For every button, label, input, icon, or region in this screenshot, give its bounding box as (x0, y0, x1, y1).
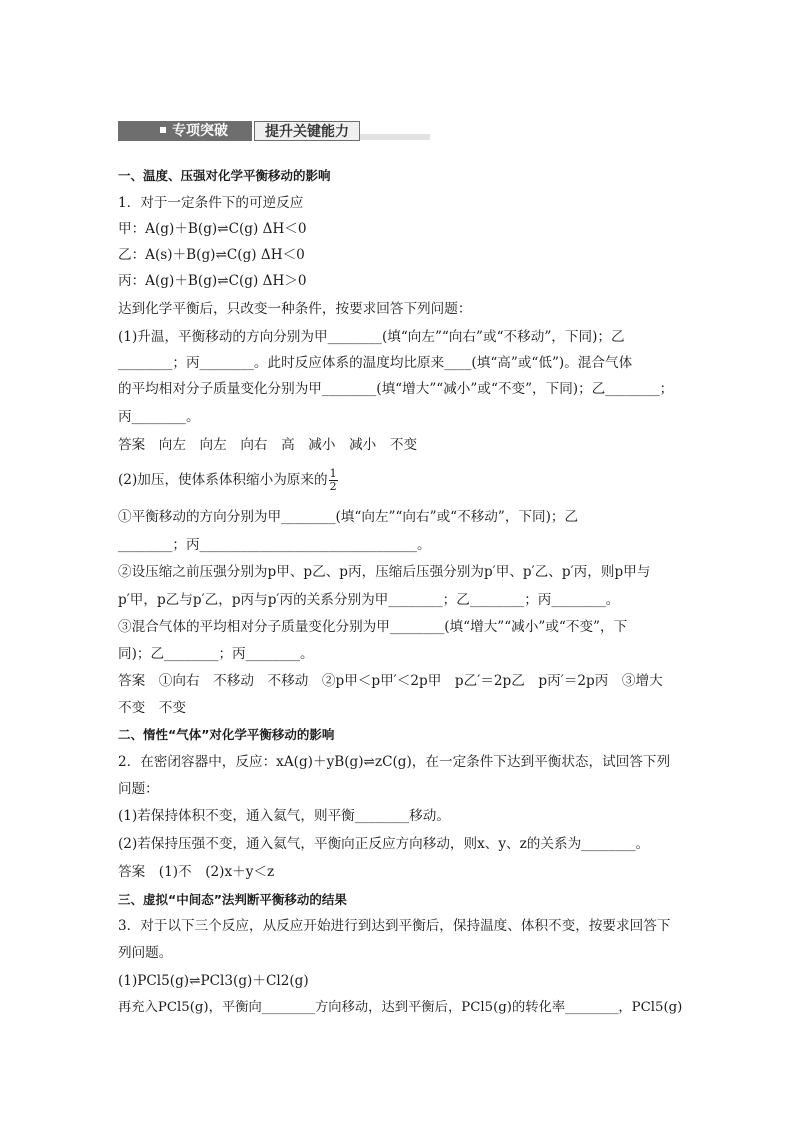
section-heading-3: 三、虚拟“中间态”法判断平衡移动的结果 (118, 892, 347, 907)
section-heading-2: 二、惰性“气体”对化学平衡移动的影响 (118, 727, 335, 742)
text-line: (1)PCl5(g)⇌PCl3(g)＋Cl2(g) (118, 973, 309, 989)
fraction-numerator: 1 (329, 467, 337, 480)
text-line: ________；丙________________________________。 (118, 537, 431, 553)
text-line: ①平衡移动的方向分别为甲________(填“向左”“向右”或“不移动”，下同)；乙 (118, 509, 579, 525)
text-line: 达到化学平衡后，只改变一种条件，按要求回答下列问题： (118, 301, 472, 317)
text-line: 同)；乙________；丙________。 (118, 646, 314, 662)
text-line: (1)若保持体积不变，通入氦气，则平衡________移动。 (118, 808, 450, 824)
square-bullet-icon (160, 127, 166, 133)
text-line: 丙：A(g)＋B(g)⇌C(g) ΔH＞0 (118, 273, 307, 289)
text-line: (2)若保持压强不变，通入氦气，平衡向正反应方向移动，则x、y、z的关系为________。 (118, 836, 650, 852)
text-line: 再充入PCl5(g)，平衡向________方向移动，达到平衡后，PCl5(g)的转化率________，PCl5(g) (118, 1000, 683, 1015)
text-line: 列问题。 (118, 945, 173, 961)
section-banner (118, 118, 683, 144)
text-line: (1)升温，平衡移动的方向分别为甲________(填“向左”“向右”或“不移动”，下同)；乙 (118, 329, 625, 345)
text-line: 乙：A(s)＋B(g)⇌C(g) ΔH＜0 (118, 247, 305, 263)
text-line: 问题： (118, 781, 159, 797)
fraction-denominator: 2 (329, 480, 337, 493)
text-line: 3．对于以下三个反应，从反应开始进行到达到平衡后，保持温度、体积不变，按要求回答下 (118, 918, 671, 934)
fraction (329, 468, 338, 493)
text-line: 甲：A(g)＋B(g)⇌C(g) ΔH＜0 (118, 221, 307, 237)
text-line: ②设压缩之前压强分别为p甲、p乙、p丙，压缩后压强分别为p′甲、p′乙、p′丙，则p甲与 (118, 564, 651, 580)
section-heading-1: 一、温度、压强对化学平衡移动的影响 (118, 168, 331, 183)
text-span: (2)加压，使体系体积缩小为原来的 (118, 472, 328, 488)
answer-line: 不变 不变 (118, 700, 186, 716)
text-line: 2．在密闭容器中，反应：xA(g)＋yB(g)⇌zC(g)，在一定条件下达到平衡状态，试回答下列 (118, 754, 671, 770)
banner-light-tab: 提升关键能力 (254, 121, 360, 141)
answer-line: 答案 向左 向左 向右 高 减小 减小 不变 (118, 437, 418, 453)
text-line: 的平均相对分子质量变化分别为甲________(填“增大”“减小”或“不变”，下同)；乙________； (118, 381, 674, 397)
answer-line: 答案 (1)不 (2)x＋y＜z (118, 864, 275, 880)
text-line (118, 468, 338, 493)
text-line: ③混合气体的平均相对分子质量变化分别为甲________(填“增大”“减小”或“不变”，下 (118, 619, 628, 635)
banner-dark-tab (118, 121, 252, 141)
text-line: ________；丙________。此时反应体系的温度均比原来____(填“高”或“低”)。混合气体 (118, 355, 633, 371)
text-line: 1．对于一定条件下的可逆反应 (118, 195, 304, 211)
text-line: 丙________。 (118, 409, 200, 425)
answer-line: 答案 ①向右 不移动 不移动 ②p甲＜p甲′＜2p甲 p乙′＝2p乙 p丙′＝2p丙 ③增大 (118, 673, 663, 689)
page (118, 118, 683, 1015)
text-line: p′甲，p乙与p′乙，p丙与p′丙的关系分别为甲________；乙________；丙________。 (118, 592, 620, 608)
banner-dark-label: 专项突破 (172, 123, 228, 139)
banner-rule (360, 134, 430, 140)
